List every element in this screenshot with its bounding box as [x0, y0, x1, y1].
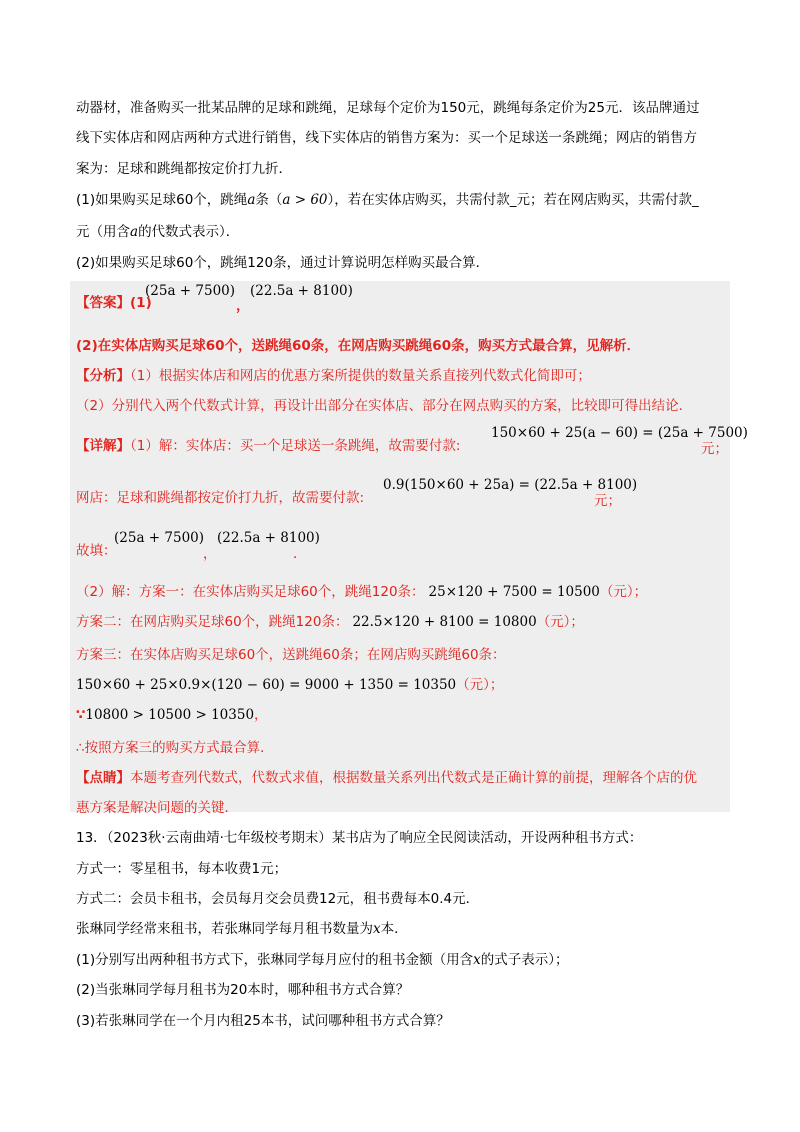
answer-box: [70, 281, 730, 812]
comment-line-1: [76, 768, 697, 788]
comment-line-2: 惠方案是解决问题的关键．: [76, 800, 238, 816]
answer-expr-2: (22.5a + 8100): [250, 283, 353, 299]
stem-line-2: 线下实体店和网店两种方式进行销售，线下实体店的销售方案为：买一个足球送一条跳绳；网店的销售方: [76, 130, 697, 146]
plan2-text: 方案二：在网店购买足球60个，跳绳120条：: [76, 614, 349, 630]
answer-expr-1: (25a + 7500): [145, 283, 236, 299]
plan1-text: （2）解：方案一：在实体店购买足球60个，跳绳120条：: [76, 584, 425, 600]
detail-text-1: （1）解：实体店：买一个足球送一条跳绳，故需要付款:: [130, 438, 461, 454]
problem-source: （2023秋·云南曲靖·七年级校考期末）某书店为了响应全民阅读活动，开设两种租书方式：: [106, 830, 643, 846]
answer-tag: 【答案】: [76, 295, 130, 311]
therefore-line: ∴按照方案三的购买方式最合算．: [76, 740, 274, 756]
problem-13-q1: [76, 950, 569, 970]
plan-1: [76, 582, 647, 602]
p13-q1-a: (1)分别写出两种租书方式下，张琳同学每月应付的租书金额（用含: [76, 952, 474, 968]
detail-math-2: 0.9(150×60 + 25a) = (22.5a + 8100): [383, 477, 638, 493]
plan1-math: 25×120 + 7500 = 10500: [428, 584, 600, 600]
since-math: 10800 > 10500 > 10350: [85, 707, 255, 723]
q1-line2-b: 的代数式表示）．: [138, 224, 240, 240]
plan1-unit: （元）；: [599, 584, 648, 600]
plan-3: 方案三：在实体店购买足球60个，送跳绳60条；在网店购买跳绳60条：: [76, 647, 506, 663]
problem-13-header: [76, 828, 642, 848]
fill-end: ．: [293, 546, 307, 562]
comment-tag: 【点睛】: [76, 770, 130, 786]
rent-way-2: 方式二：会员卡租书，会员每月交会员费12元，租书费每本0.4元．: [76, 891, 480, 907]
detail-math-1: 150×60 + 25(a − 60) = (25a + 7500): [491, 425, 748, 441]
detail-unit-2: 元；: [594, 493, 621, 509]
p13-q1-b: 的式子表示）；: [480, 952, 569, 968]
intro-text-b: 本．: [380, 921, 408, 937]
analysis-line-1: [76, 366, 591, 386]
detail-tag: 【详解】: [76, 438, 130, 454]
question-1-line-2: [76, 222, 239, 242]
since-line: [76, 705, 268, 725]
plan-3-calc: [76, 675, 503, 695]
detail-line-1: [76, 436, 460, 456]
q1-condition: a > 60: [282, 192, 328, 208]
analysis-tag: 【分析】: [76, 368, 130, 384]
since-end: ，: [254, 707, 268, 723]
since-symbol: ∵: [76, 707, 86, 723]
intro-var: x: [373, 921, 381, 937]
plan3-math: 150×60 + 25×0.9×(120 − 60) = 9000 + 1350 = 10350: [76, 677, 457, 693]
intro-text-a: 张琳同学经常来租书，若张琳同学每月租书数量为: [76, 921, 373, 937]
q1-line2-a: 元（用含: [76, 224, 130, 240]
comment-text-1: 本题考查列代数式，代数式求值，根据数量关系列出代数式是正确计算的前提，理解各个店的优: [130, 770, 697, 786]
answer-part-2: (2)在实体店购买足球60个，送跳绳60条，在网店购买跳绳60条，购买方式最合算，见解析．: [76, 338, 641, 354]
rent-way-1: 方式一：零星租书，每本收费1元；: [76, 861, 288, 877]
question-2: (2)如果购买足球60个，跳绳120条，通过计算说明怎样购买最合算．: [76, 255, 490, 271]
answer-line-1: [76, 293, 152, 313]
stem-line-3: 案为：足球和跳绳都按定价打九折．: [76, 161, 292, 177]
detail-line-2: 网店：足球和跳绳都按定价打九折，故需要付款:: [76, 490, 365, 506]
answer-sep: ，: [236, 298, 250, 314]
detail-unit-1: 元；: [701, 441, 728, 457]
analysis-text-1: （1）根据实体店和网店的优惠方案所提供的数量关系直接列代数式化简即可；: [130, 368, 591, 384]
plan2-unit: （元）；: [536, 614, 584, 630]
problem-13-intro: [76, 919, 408, 939]
q1-text-a: (1)如果购买足球60个，跳绳: [76, 192, 248, 208]
problem-13-q3: (3)若张琳同学在一个月内租25本书，试问哪种租书方式合算？: [76, 1013, 450, 1029]
fill-sep: ，: [203, 546, 217, 562]
q1-var: a: [247, 192, 256, 208]
q1-text-b: 条（: [255, 192, 283, 208]
fill-line: 故填：: [76, 543, 117, 559]
stem-line-1: 动器材，准备购买一批某品牌的足球和跳绳，足球每个定价为150元，跳绳每条定价为25元．该品牌通过: [76, 100, 700, 116]
answer-part1-label: (1): [130, 295, 152, 311]
plan2-math: 22.5×120 + 8100 = 10800: [352, 614, 537, 630]
q1-text-c: ），若在实体店购买，共需付款_元；若在网店购买，共需付款_: [327, 192, 699, 208]
plan3-unit: （元）；: [456, 677, 504, 693]
q1-line2-var: a: [130, 224, 139, 240]
fill-expr-2: (22.5a + 8100): [217, 530, 320, 546]
p13-q1-var: x: [473, 952, 481, 968]
problem-number: 13．: [76, 830, 107, 846]
question-1: [76, 190, 699, 210]
problem-13-q2: (2)当张琳同学每月租书为20本时，哪种租书方式合算？: [76, 982, 410, 998]
analysis-line-2: （2）分别代入两个代数式计算，再设计出部分在实体店、部分在网点购买的方案，比较即可得出结论．: [76, 398, 693, 414]
plan-2: [76, 612, 584, 632]
fill-expr-1: (25a + 7500): [114, 530, 205, 546]
